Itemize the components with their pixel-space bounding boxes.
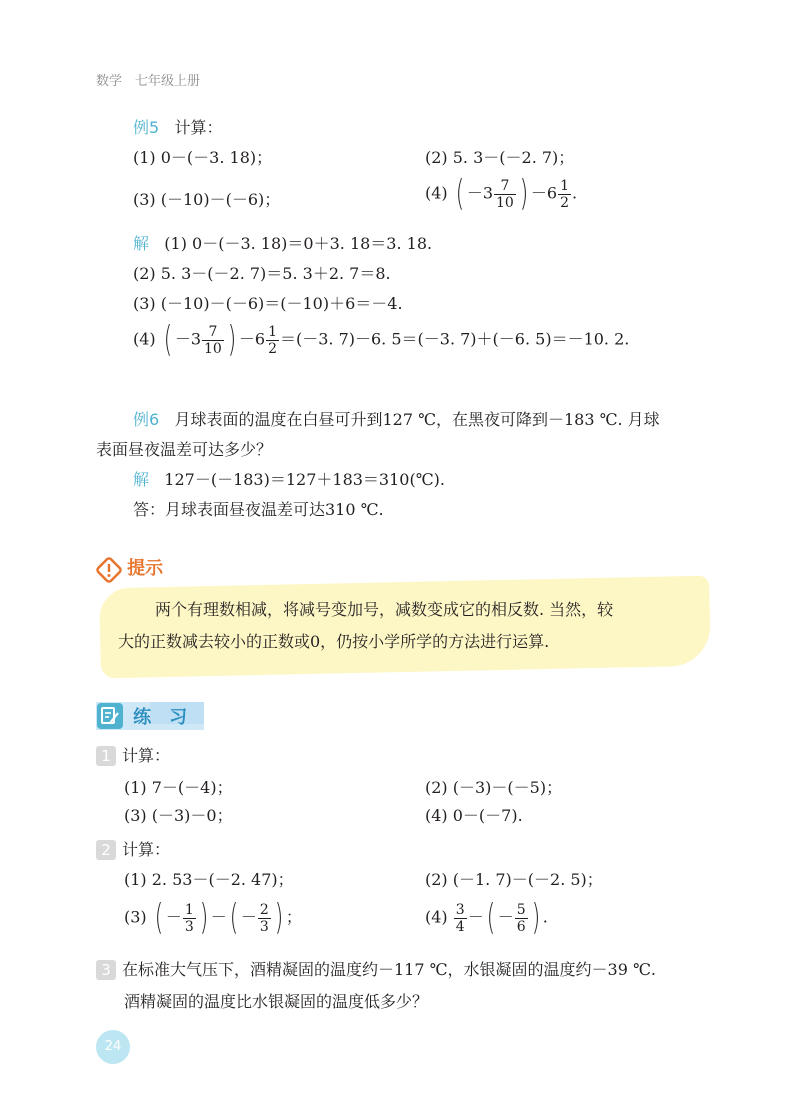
practice-q1-b: (2) (－3)－(－5)； bbox=[425, 778, 563, 797]
right-paren: ) bbox=[199, 897, 208, 938]
left-paren: ( bbox=[486, 897, 495, 938]
hint-line-1: 两个有理数相减，将减号变加号，减数变成它的相反数. 当然，较 bbox=[155, 600, 614, 619]
left-paren: ( bbox=[163, 319, 173, 360]
example-5-label: 例5 bbox=[133, 118, 160, 137]
example-6-solution: 解 127－(－183)＝127＋183＝310(℃). bbox=[133, 470, 445, 489]
fraction: $\frac{5}{6}$ bbox=[516, 901, 526, 935]
hint-heading bbox=[96, 554, 163, 583]
practice-q3-line-1: 3 在标准大气压下，酒精凝固的温度约－117 ℃，水银凝固的温度约－39 ℃. bbox=[96, 960, 656, 980]
fraction: $\frac{1}{3}$ bbox=[184, 901, 194, 935]
hint-title: 提示 bbox=[127, 558, 164, 579]
pencil-note-icon bbox=[96, 702, 124, 730]
solution-label: 解 bbox=[133, 470, 150, 489]
hint-line-2: 大的正数减去较小的正数或0，仍按小学所学的方法进行运算. bbox=[118, 632, 550, 651]
running-header: 数学 七年级上册 bbox=[96, 74, 201, 89]
fraction: $\frac{1}{2}$ bbox=[268, 323, 277, 357]
practice-q1-c: (3) (－3)－0； bbox=[124, 806, 233, 825]
example-6-line-2: 表面昼夜温差可达多少？ bbox=[96, 440, 273, 459]
left-paren: ( bbox=[229, 897, 239, 938]
hint-background bbox=[99, 576, 711, 679]
q4-a: －3 bbox=[466, 183, 493, 203]
example-5-q1: (1) 0－(－3. 18)； bbox=[133, 148, 273, 167]
right-paren: ) bbox=[274, 897, 284, 938]
example-6-answer: 答：月球表面昼夜温差可达310 ℃. bbox=[133, 500, 384, 519]
practice-heading bbox=[96, 702, 187, 730]
example-5-q4: (4) ( －3 $\frac{7}{10}$ ) －6 $\frac{1}{2}$ . bbox=[425, 173, 578, 214]
example-5-solution-4: (4) ( －3 $\frac{7}{10}$ ) －6 $\frac{1}{2}$ ＝(－3. 7)－6. 5＝(－3. 7)＋(－6. 5)＝－10. 2. bbox=[133, 319, 630, 360]
example-6-line-1: 例6 月球表面的温度在白昼可升到127 ℃，在黑夜可降到－183 ℃. 月球 bbox=[133, 410, 660, 429]
left-paren: ( bbox=[154, 897, 164, 938]
practice-q2-a: (1) 2. 53－(－2. 47)； bbox=[124, 870, 294, 889]
q4-label: (4) bbox=[425, 183, 448, 203]
practice-q2-heading: 2 计算： bbox=[96, 840, 170, 860]
practice-q2-d: (4) $\frac{3}{4}$ －( － $\frac{5}{6}$ ) . bbox=[425, 897, 548, 938]
example-5-q3: (3) (－10)－(－6)； bbox=[133, 190, 281, 209]
practice-q3-line-2: 酒精凝固的温度比水银凝固的温度低多少？ bbox=[124, 992, 429, 1011]
example-5-q2: (2) 5. 3－(－2. 7)； bbox=[425, 148, 575, 167]
right-paren: ) bbox=[227, 319, 237, 360]
fraction: $\frac{7}{10}$ bbox=[204, 323, 222, 357]
warning-icon bbox=[96, 557, 122, 583]
question-number: 2 bbox=[96, 840, 116, 860]
fraction: $\frac{3}{4}$ bbox=[455, 901, 465, 935]
solution-label: 解 bbox=[133, 234, 150, 253]
example-5-solution-3: (3) (－10)－(－6)＝(－10)＋6＝－4. bbox=[133, 294, 403, 313]
example-5-title: 计算： bbox=[174, 118, 223, 137]
fraction: $\frac{2}{3}$ bbox=[259, 901, 269, 935]
left-paren: ( bbox=[455, 173, 465, 214]
question-number: 3 bbox=[96, 960, 116, 980]
fraction: $\frac{1}{2}$ bbox=[560, 177, 569, 211]
question-number: 1 bbox=[96, 746, 116, 766]
practice-q2-b: (2) (－1. 7)－(－2. 5)； bbox=[425, 870, 603, 889]
practice-q2-c: (3) ( － $\frac{1}{3}$ ) －( － $\frac{2}{3}$ ) ； bbox=[124, 897, 302, 938]
fraction: $\frac{7}{10}$ bbox=[496, 177, 514, 211]
right-paren: ) bbox=[531, 897, 540, 938]
example-5-solution-1: 解 (1) 0－(－3. 18)＝0＋3. 18＝3. 18. bbox=[133, 234, 433, 253]
page-number: 24 bbox=[96, 1030, 130, 1064]
right-paren: ) bbox=[519, 173, 529, 214]
practice-q1-a: (1) 7－(－4)； bbox=[124, 778, 233, 797]
practice-q1-d: (4) 0－(－7). bbox=[425, 806, 523, 825]
practice-title: 练 习 bbox=[133, 707, 188, 728]
example-6-label: 例6 bbox=[133, 410, 160, 429]
q4-mid: －6 bbox=[530, 183, 558, 203]
practice-q1-heading: 1 计算： bbox=[96, 746, 170, 766]
example-5-heading bbox=[133, 118, 222, 138]
example-5-solution-2: (2) 5. 3－(－2. 7)＝5. 3＋2. 7＝8. bbox=[133, 264, 391, 283]
